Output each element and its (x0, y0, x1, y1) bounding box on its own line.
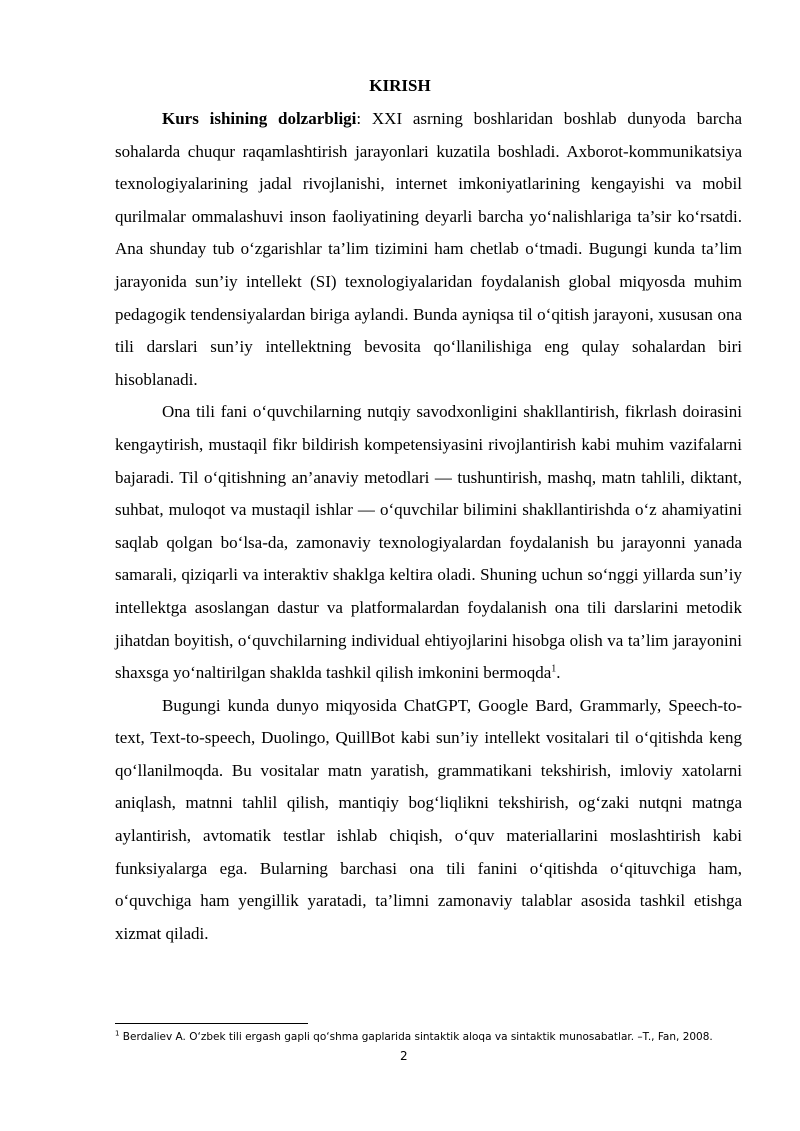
footnote-number: 1 (115, 1029, 120, 1038)
paragraph-2 (115, 396, 742, 689)
paragraph-text: : XXI asrning boshlaridan boshlab dunyoda barcha sohalarda chuqur raqamlashtirish jarayonlari kuzatila boshladi. Axborot-kommunikatsiya texnologiyalarining jadal rivojlanishi, internet imkoniyatlarining kengayishi va mobil qurilmalar ommalashuvi inson faoliyatining deyarli barcha yo‘nalishlariga ta’sir ko‘rsatdi. Ana shunday tub o‘zgarishlar ta’lim tizimini ham chetlab o‘tmadi. Bugungi kunda ta’lim jarayonida sun’iy intellekt (SI) texnologiyalaridan foydalanish global miqyosda muhim pedagogik tendensiyalardan biriga aylandi. Bunda ayniqsa til o‘qitish jarayoni, xususan ona tili darslari sun’iy intellektning bevosita qo‘llanilishiga eng qulay sohalardan biri hisoblanadi. (115, 109, 742, 389)
paragraph-lead: Kurs ishining dolzarbligi (162, 109, 357, 128)
page-number: 2 (400, 1049, 408, 1063)
paragraph-3 (115, 690, 742, 951)
page-title: KIRISH (369, 76, 431, 95)
footnote-separator (115, 1023, 308, 1024)
paragraph-tail: . (556, 663, 561, 683)
paragraph-text: Ona tili fani o‘quvchilarning nutqiy savodxonligini shakllantirish, fikrlash doirasini kengaytirish, mustaqil fikr bildirish kompetensiyasini rivojlantirish kabi muhim vazifalarni bajaradi. Til o‘qitishning an’anaviy metodlari — tushuntirish, mashq, matn tahlili, diktant, suhbat, muloqot va mustaqil ishlar — o‘quvchilar bilimini shakllantirishda o‘z ahamiyatini saqlab qolgan bo‘lsa-da, zamonaviy texnologiyalardan foydalanish bu jarayonni yanada samarali, qiziqarli va interaktiv shaklga keltira oladi. Shuning uchun so‘nggi yillarda sun’iy intellektga asoslangan dastur va platformalardan foydalanish ona tili darslarini metodik jihatdan boyitish, o‘quvchilarning individual ehtiyojlarini hisobga olish va ta’lim jarayonini shaxsga yo‘naltirilgan shaklda tashkil qilish imkonini bermoqda (115, 402, 742, 683)
footnote (115, 1030, 755, 1044)
footnote-reference[interactable]: 1 (551, 663, 557, 675)
document-body (115, 103, 742, 950)
footnote-text: Berdaliev A. O‘zbek tili ergash gapli qo‘shma gaplarida sintaktik aloqa va sintaktik munosabatlar. –T., Fan, 2008. (119, 1031, 713, 1043)
paragraph-text: Bugungi kunda dunyo miqyosida ChatGPT, Google Bard, Grammarly, Speech-to-text, Text-to-speech, Duolingo, QuillBot kabi sun’iy intellekt vositalari til o‘qitishda keng qo‘llanilmoqda. Bu vositalar matn yaratish, grammatikani tekshirish, imloviy xatolarni aniqlash, matnni tahlil qilish, mantiqiy bog‘liqlikni tekshirish, og‘zaki nutqni matnga aylantirish, avtomatik testlar ishlab chiqish, o‘quv materiallarini moslashtirish kabi funksiyalarga ega. Bularning barchasi ona tili fanini o‘qitishda o‘qituvchiga ham, o‘quvchiga ham yengillik yaratadi, ta’limni zamonaviy talablar asosida tashkil etishga xizmat qiladi. (115, 695, 742, 943)
paragraph-1 (115, 103, 742, 396)
